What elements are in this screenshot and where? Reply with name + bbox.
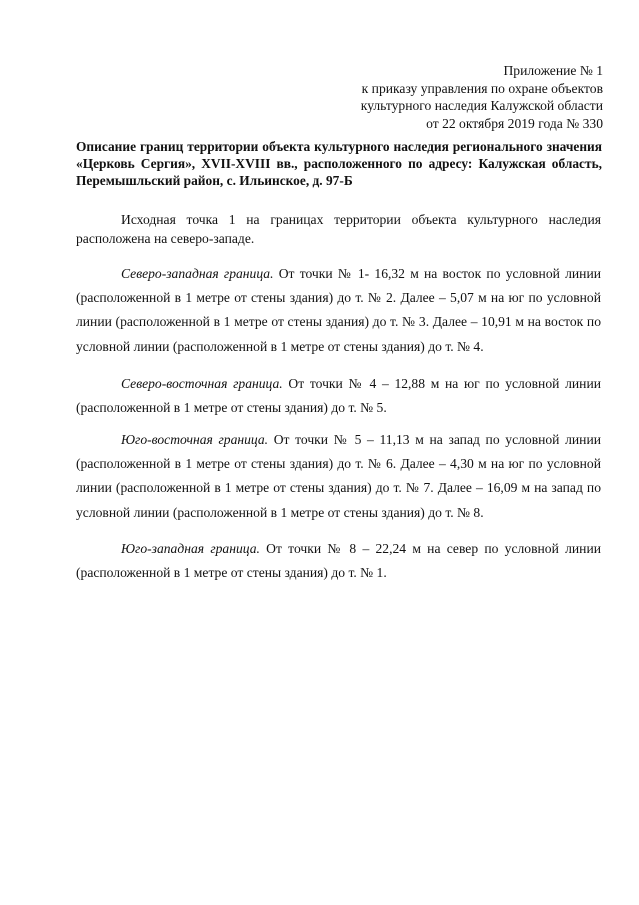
appendix-authority: культурного наследия Калужской области xyxy=(360,98,603,113)
start-point-paragraph: Исходная точка 1 на границах территории объекта культурного наследия расположена на северо-западе. xyxy=(76,212,601,246)
appendix-date: от 22 октября 2019 года № 330 xyxy=(426,115,603,131)
southeast-boundary-heading: Юго-восточная граница. xyxy=(121,432,269,447)
northwest-boundary-paragraph xyxy=(76,262,601,359)
southeast-boundary-paragraph xyxy=(76,428,601,525)
southeast-boundary-text: От точки № 5 – 11,13 м на запад по условной линии (расположенной в 1 метре от стены здания) до т. № 6. Далее – 4,30 м на юг по условной линии (расположенной в 1 метре от стены здания) до т. № 7. Далее – 16,09 м на запад по условной линии (расположенной в 1 метре от стены здания) до т. № 8. xyxy=(76,432,601,520)
southwest-boundary-text: От точки № 8 – 22,24 м на север по условной линии (расположенной в 1 метре от стены здания) до т. № 1. xyxy=(76,541,601,581)
southwest-boundary-paragraph xyxy=(76,537,601,585)
document-title: Описание границ территории объекта культурного наследия регионального значения «Церковь Сергия», XVII-XVIII вв., расположенного по адресу: Калужская область, Перемышльский район, с. Ильинское, д. 97-Б xyxy=(76,139,602,188)
northeast-boundary-heading: Северо-восточная граница. xyxy=(121,376,283,391)
appendix-header xyxy=(361,62,603,132)
southwest-boundary-heading: Юго-западная граница. xyxy=(121,541,260,556)
appendix-order-ref: к приказу управления по охране объектов xyxy=(361,80,603,96)
northwest-boundary-text: От точки № 1- 16,32 м на восток по условной линии (расположенной в 1 метре от стены здания) до т. № 2. Далее – 5,07 м на юг по условной линии (расположенной в 1 метре от стены здания) до т. № 3. Далее – 10,91 м на восток по условной линии (расположенной в 1 метре от стены здания) до т. № 4. xyxy=(76,266,601,354)
northwest-boundary-heading: Северо-западная граница. xyxy=(121,266,274,281)
appendix-number: Приложение № 1 xyxy=(503,63,603,78)
northeast-boundary-paragraph xyxy=(76,372,601,420)
northeast-boundary-text: От точки № 4 – 12,88 м на юг по условной линии (расположенной в 1 метре от стены здания) до т. № 5. xyxy=(76,376,601,416)
